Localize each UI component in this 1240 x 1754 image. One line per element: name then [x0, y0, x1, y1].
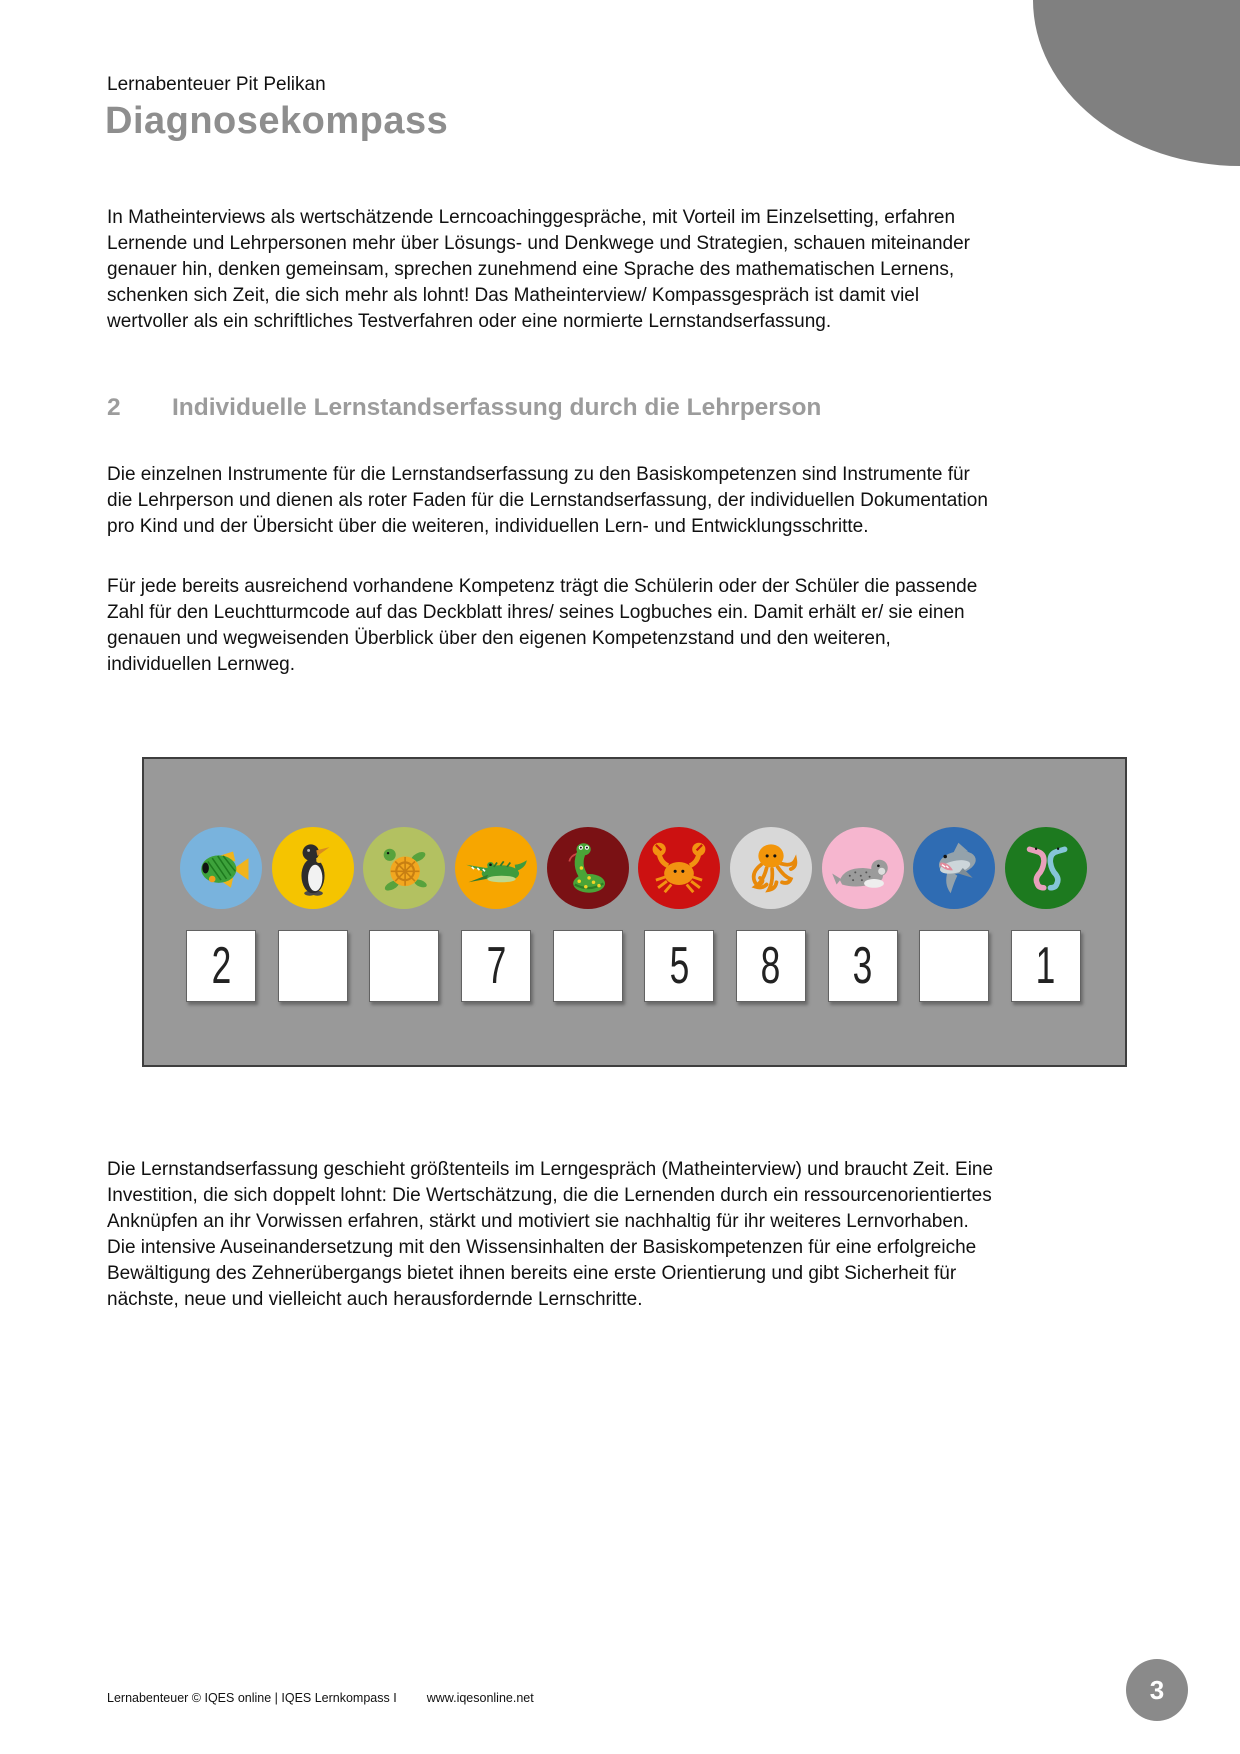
- page-number: 3: [1149, 1674, 1165, 1705]
- animal-circle-fish: [180, 827, 262, 909]
- number-box-crocodile: [461, 930, 531, 1002]
- number-box-snake: [553, 930, 623, 1002]
- crab-icon: [646, 835, 712, 901]
- turtle-icon: [371, 835, 437, 901]
- code-number: 7: [486, 937, 506, 995]
- code-item-crab: [638, 827, 720, 1065]
- animal-circle-crab: [638, 827, 720, 909]
- code-item-seahorse: [1005, 827, 1087, 1065]
- code-item-shark: [913, 827, 995, 1065]
- section-title: Individuelle Lernstandserfassung durch die Lehrperson: [172, 394, 822, 421]
- footer: [107, 1691, 534, 1705]
- series-title: Lernabenteuer Pit Pelikan: [107, 74, 326, 95]
- intro-paragraph: In Matheinterviews als wertschätzende Lerncoachinggespräche, mit Vorteil im Einzelsetting, erfahren Lernende und Lehrpersonen mehr über Lösungs- und Denkwege und Strategien, schauen miteinander genauer hin, denken gemeinsam, sprechen zunehmend eine Sprache des mathematischen Lernens, schenken sich Zeit, die sich mehr als lohnt! Das Matheinterview/ Kompassgespräch ist damit viel wertvoller als ein schriftliches Testverfahren oder eine normierte Lernstandserfassung.: [107, 207, 970, 332]
- animal-circle-crocodile: [455, 827, 537, 909]
- corner-decoration: [1033, 0, 1240, 166]
- number-box-octopus: [736, 930, 806, 1002]
- section-heading: [107, 394, 994, 422]
- number-box-seahorse: [1011, 930, 1081, 1002]
- seal-icon: [830, 835, 896, 901]
- footer-copyright: Lernabenteuer © IQES online | IQES Lernkompass I: [107, 1691, 397, 1705]
- code-item-turtle: [363, 827, 445, 1065]
- octopus-icon: [738, 835, 804, 901]
- code-item-penguin: [272, 827, 354, 1065]
- animal-circle-seahorse: [1005, 827, 1087, 909]
- code-item-seal: [822, 827, 904, 1065]
- paragraph-leuchtturmcode: Für jede bereits ausreichend vorhandene Kompetenz trägt die Schülerin oder der Schüler die passende Zahl für den Leuchtturmcode auf das Deckblatt ihres/ seines Logbuches ein. Damit erhält er/ sie einen genauen und wegweisenden Überblick über den eigenen Kompetenzstand und den weiteren, individuellen Lernweg.: [107, 576, 978, 675]
- code-number: 5: [669, 937, 690, 995]
- shark-icon: [921, 835, 987, 901]
- crocodile-icon: [463, 835, 529, 901]
- code-number: 1: [1036, 937, 1056, 995]
- code-item-fish: [180, 827, 262, 1065]
- fish-icon: [188, 835, 254, 901]
- number-box-seal: [828, 930, 898, 1002]
- paragraph-instruments: Die einzelnen Instrumente für die Lernstandserfassung zu den Basiskompetenzen sind Instrumente für die Lehrperson und dienen als roter Faden für die Lernstandserfassung, der individuellen Dokumentation pro Kind und der Übersicht über die weiteren, individuellen Lern- und Entwicklungsschritte.: [107, 464, 988, 537]
- page-number-badge: [1126, 1659, 1188, 1721]
- code-number: 2: [211, 937, 231, 995]
- animal-circle-shark: [913, 827, 995, 909]
- animal-circle-seal: [822, 827, 904, 909]
- page-title: Diagnosekompass: [105, 100, 449, 142]
- paragraph-conclusion: Die Lernstandserfassung geschieht größtenteils im Lerngespräch (Matheinterview) und braucht Zeit. Eine Investition, die sich doppelt lohnt: Die Wertschätzung, die die Lernenden durch ein ressourcenorientiertes Anknüpfen an ihr Vorwissen erfahren, stärkt und motiviert sie nachhaltig für ihr weiteres Lernvorhaben. Die intensive Auseinandersetzung mit den Wissensinhalten der Basiskompetenzen für eine erfolgreiche Bewältigung des Zehnerübergangs bietet ihnen bereits eine erste Orientierung und gibt Sicherheit für nächste, neue und vielleicht auch herausfordernde Lernschritte.: [107, 1159, 994, 1310]
- seahorse-icon: [1013, 835, 1079, 901]
- animal-circle-turtle: [363, 827, 445, 909]
- number-box-fish: [186, 930, 256, 1002]
- code-number: 3: [852, 937, 873, 995]
- snake-icon: [555, 835, 621, 901]
- code-item-crocodile: [455, 827, 537, 1065]
- number-box-turtle: [369, 930, 439, 1002]
- animal-circle-penguin: [272, 827, 354, 909]
- section-number: 2: [107, 394, 121, 421]
- number-box-penguin: [278, 930, 348, 1002]
- penguin-icon: [280, 835, 346, 901]
- code-item-octopus: [730, 827, 812, 1065]
- number-box-shark: [919, 930, 989, 1002]
- lighthouse-code-panel: [142, 757, 1127, 1067]
- animal-circle-octopus: [730, 827, 812, 909]
- code-number: 8: [761, 937, 781, 995]
- footer-url: www.iqesonline.net: [426, 1691, 534, 1705]
- animal-circle-snake: [547, 827, 629, 909]
- number-box-crab: [644, 930, 714, 1002]
- code-item-snake: [547, 827, 629, 1065]
